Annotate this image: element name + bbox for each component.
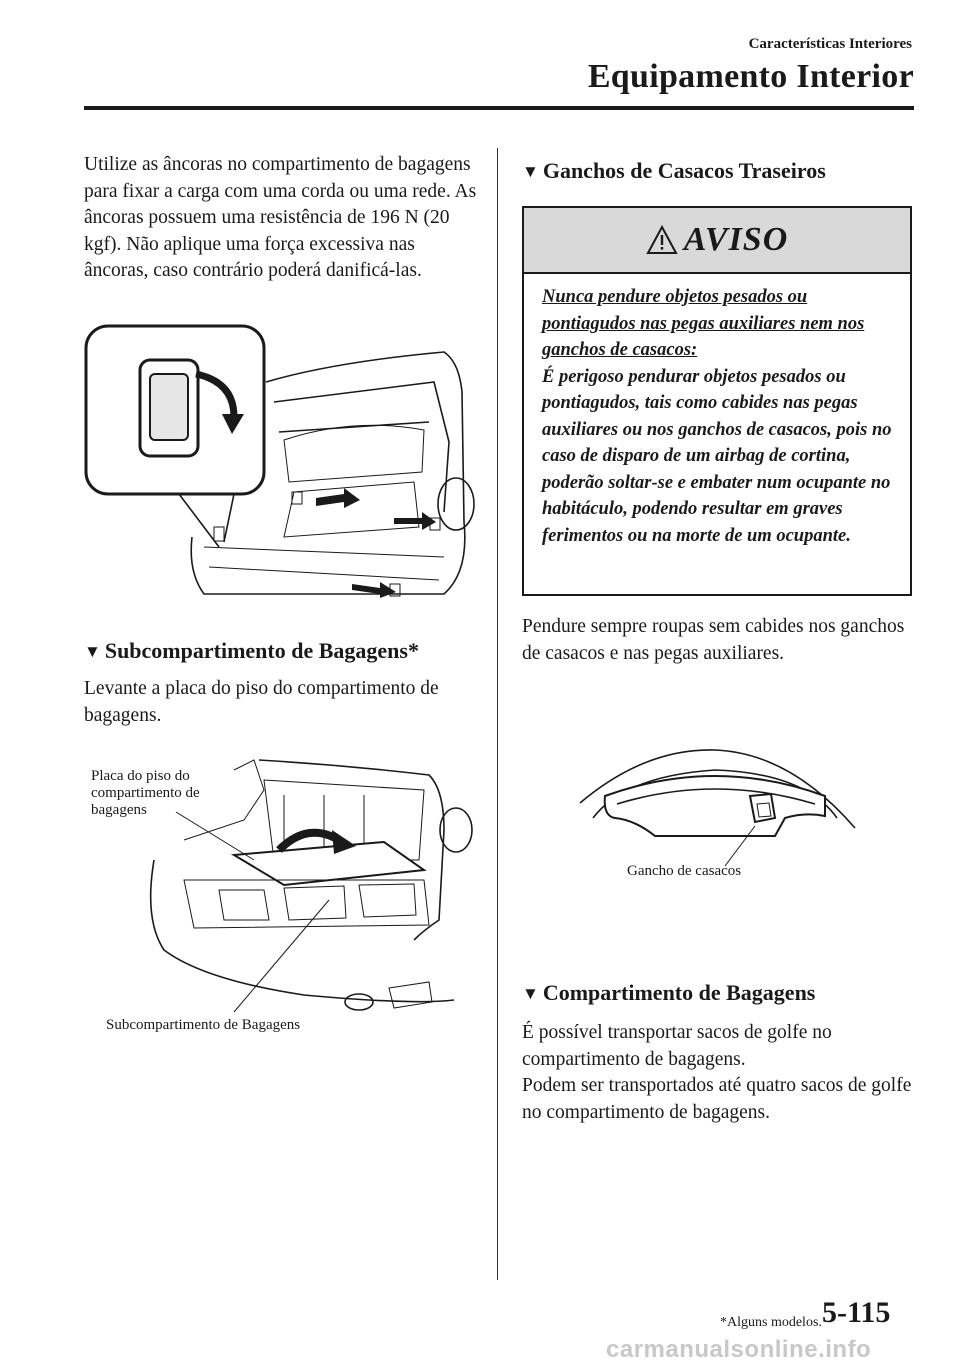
luggage-heading: ▼ Compartimento de Bagagens: [522, 980, 816, 1005]
subcompartment-paragraph: Levante a placa do piso do compartimento de bagagens.: [84, 678, 439, 726]
luggage-paragraph-1: É possível transportar sacos de golfe no compartimento de bagagens.: [522, 1022, 832, 1070]
warning-header: [524, 208, 910, 274]
coat-hooks-paragraph: Pendure sempre roupas sem cabides nos ganchos de casacos e nas pegas auxiliares.: [522, 616, 905, 664]
subcompartment-caption: Subcompartimento de Bagagens: [106, 1017, 301, 1033]
page-title: Equipamento Interior: [587, 58, 914, 95]
warning-title: AVISO: [683, 221, 789, 258]
warning-text: É perigoso pendurar objetos pesados ou pontiagudos, tais como cabides nas pegas auxiliares ou nos ganchos de casacos, pois no caso de disparo de um airbag de cortina, poderão soltar-se e embater num ocupante no habitáculo, podendo resultar em graves ferimentos ou na morte de um ocupante.: [542, 366, 892, 546]
floor-board-caption: Placa do piso do compartimento de bagagens: [91, 768, 200, 818]
warning-body: [524, 274, 910, 549]
intro-paragraph: Utilize as âncoras no compartimento de bagagens para fixar a carga com uma corda ou uma rede. As âncoras possuem uma resistência de 196 N (20 kgf). Não aplique uma força excessiva nas âncoras, caso contrário poderá danificá-las.: [84, 154, 477, 281]
luggage-paragraph-2: Podem ser transportados até quatro sacos de golfe no compartimento de bagagens.: [522, 1075, 912, 1123]
triangle-down-icon: ▼: [84, 642, 101, 661]
cargo-anchor-illustration: [84, 322, 484, 612]
column-divider: [497, 148, 498, 1280]
triangle-down-icon: ▼: [522, 984, 539, 1003]
warning-triangle-icon: [646, 225, 678, 255]
footer-note: *Alguns modelos.: [720, 1315, 822, 1330]
warning-underlined-text: Nunca pendure objetos pesados ou pontiagudos nas pegas auxiliares nem nos ganchos de casacos:: [542, 287, 865, 360]
warning-box: [522, 206, 912, 596]
triangle-down-icon: ▼: [522, 162, 539, 181]
coat-hook-illustration: [575, 748, 865, 868]
coat-hook-caption: Gancho de casacos: [627, 863, 742, 879]
page-number: 5-115: [822, 1296, 891, 1329]
section-label: Características Interiores: [748, 36, 912, 52]
header-rule: [84, 106, 914, 110]
subcompartment-heading: ▼ Subcompartimento de Bagagens*: [84, 638, 419, 663]
watermark: carmanualsonline.info: [606, 1336, 872, 1363]
coat-hooks-heading: ▼ Ganchos de Casacos Traseiros: [522, 158, 826, 183]
